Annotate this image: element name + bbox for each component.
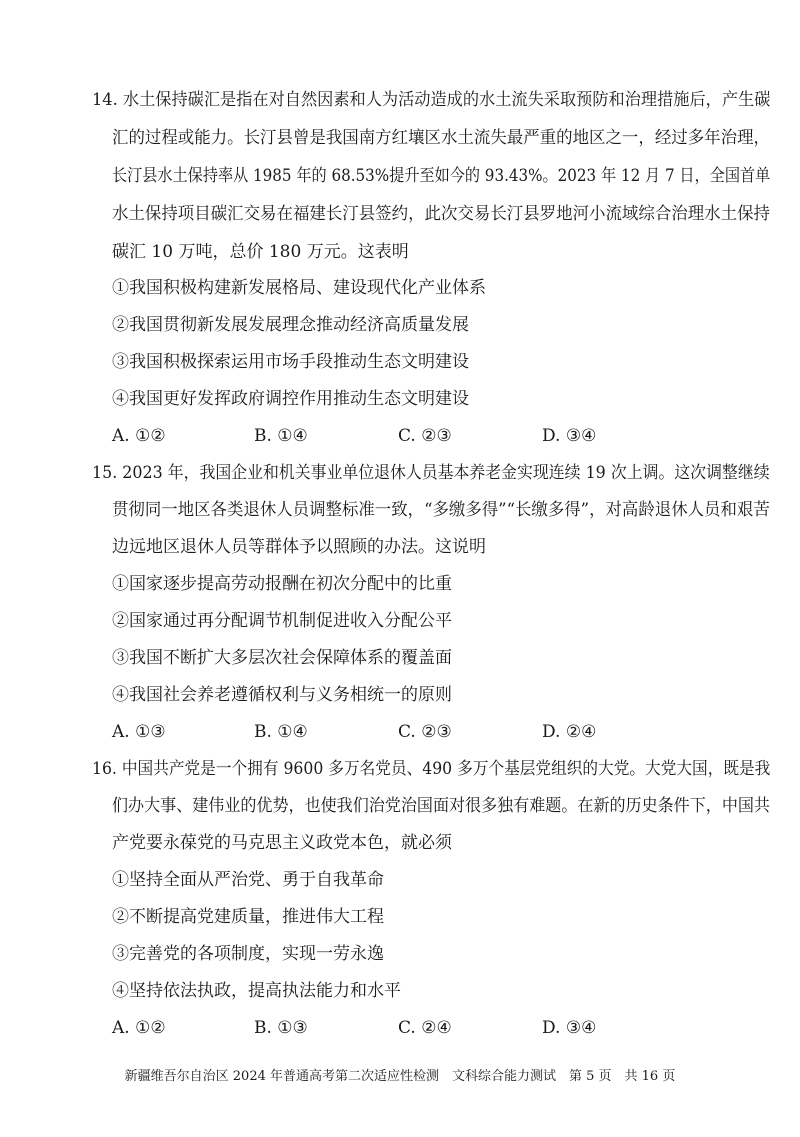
choice-a[interactable]: A. ①③: [112, 722, 166, 742]
question-stem-line: 14. 水土保持碳汇是指在对自然因素和人为活动造成的水土流失采取预防和治理措施后，产生碳: [92, 90, 771, 110]
choice-a[interactable]: A. ①②: [112, 1018, 166, 1038]
choice-d[interactable]: D. ③④: [542, 1018, 597, 1038]
option-statement: ④坚持依法执政，提高执法能力和水平: [112, 981, 401, 1001]
option-statement: ④我国更好发挥政府调控作用推动生态文明建设: [112, 389, 469, 409]
choice-b[interactable]: B. ①④: [254, 426, 308, 446]
page-footer: 新疆维吾尔自治区 2024 年普通高考第二次适应性检测 文科综合能力测试 第 5 页 共 16 页: [124, 1069, 676, 1084]
question-stem-line: 长汀县水土保持率从 1985 年的 68.53%提升至如今的 93.43%。2023 年 12 月 7 日，全国首单: [112, 166, 771, 186]
choice-c[interactable]: C. ②③: [398, 722, 452, 742]
choice-a[interactable]: A. ①②: [112, 426, 166, 446]
choice-c[interactable]: C. ②③: [398, 426, 452, 446]
question-stem-line: 16. 中国共产党是一个拥有 9600 多万名党员、490 多万个基层党组织的大党。大党大国，既是我: [92, 759, 771, 779]
question-stem-line: 碳汇 10 万吨，总价 180 万元。这表明: [112, 242, 409, 262]
choice-c[interactable]: C. ②④: [398, 1018, 452, 1038]
answer-choices: [112, 721, 712, 743]
option-statement: ②不断提高党建质量，推进伟大工程: [112, 907, 384, 927]
option-statement: ②我国贯彻新发展发展理念推动经济高质量发展: [112, 315, 469, 335]
choice-d[interactable]: D. ③④: [542, 426, 597, 446]
answer-choices: [112, 425, 712, 447]
option-statement: ①我国积极构建新发展格局、建设现代化产业体系: [112, 278, 486, 298]
choice-d[interactable]: D. ②④: [542, 722, 597, 742]
option-statement: ③我国积极探索运用市场手段推动生态文明建设: [112, 352, 469, 372]
choice-b[interactable]: B. ①③: [254, 1018, 308, 1038]
question-stem-line: 15. 2023 年，我国企业和机关事业单位退休人员基本养老金实现连续 19 次上调。这次调整继续: [92, 463, 770, 483]
question-stem-line: 边远地区退休人员等群体予以照顾的办法。这说明: [112, 537, 486, 557]
question-stem-line: 水土保持项目碳汇交易在福建长汀县签约，此次交易长汀县罗地河小流域综合治理水土保持: [112, 204, 770, 224]
question-stem-line: 贯彻同一地区各类退休人员调整标准一致，“多缴多得”“长缴多得”，对高龄退休人员和艰苦: [112, 500, 770, 520]
option-statement: ②国家通过再分配调节机制促进收入分配公平: [112, 611, 452, 631]
option-statement: ①坚持全面从严治党、勇于自我革命: [112, 870, 384, 890]
option-statement: ④我国社会养老遵循权利与义务相统一的原则: [112, 685, 452, 705]
option-statement: ③我国不断扩大多层次社会保障体系的覆盖面: [112, 648, 452, 668]
question-stem-line: 产党要永葆党的马克思主义政党本色，就必须: [112, 833, 452, 853]
question-stem-line: 们办大事、建伟业的优势，也使我们治党治国面对很多独有难题。在新的历史条件下，中国共: [112, 796, 770, 816]
question-stem-line: 汇的过程或能力。长汀县曾是我国南方红壤区水土流失最严重的地区之一，经过多年治理，: [112, 128, 770, 148]
answer-choices: [112, 1017, 712, 1039]
choice-b[interactable]: B. ①④: [254, 722, 308, 742]
option-statement: ③完善党的各项制度，实现一劳永逸: [112, 944, 384, 964]
option-statement: ①国家逐步提高劳动报酬在初次分配中的比重: [112, 574, 452, 594]
